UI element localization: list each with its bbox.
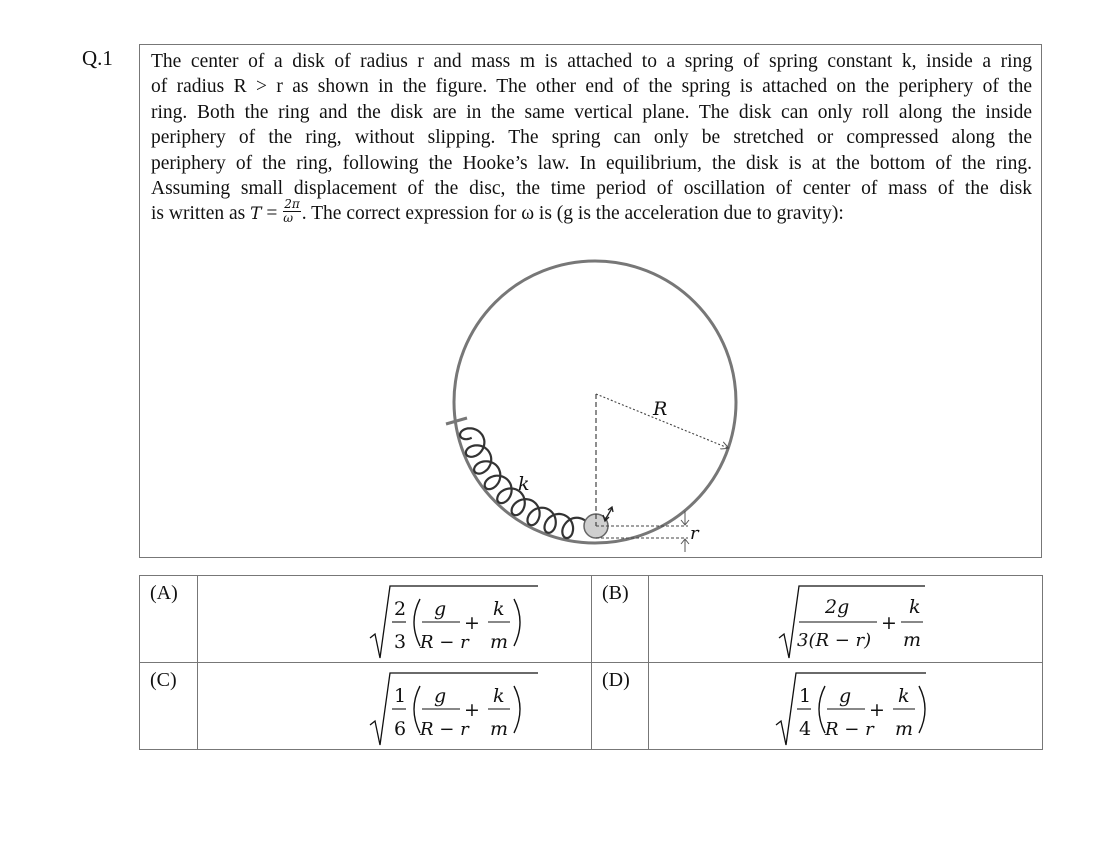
svg-text:3(R − r): 3(R − r)	[797, 630, 872, 651]
svg-text:g: g	[434, 598, 447, 620]
option-a[interactable]	[198, 576, 592, 663]
svg-text:m: m	[903, 629, 922, 651]
svg-text:g: g	[434, 685, 447, 707]
svg-text:+: +	[881, 612, 897, 634]
period-fraction-numerator: 2π	[284, 197, 300, 212]
question-line-6: Assuming small displacement of the disc, the time period of oscillation of center of mass of the disk	[151, 178, 1032, 200]
svg-text:2g: 2g	[825, 596, 850, 618]
svg-text:m: m	[895, 718, 914, 740]
svg-text:k: k	[493, 598, 505, 620]
svg-text:R − r: R − r	[420, 632, 469, 653]
option-c-label[interactable]: (C)	[140, 663, 198, 750]
svg-text:k: k	[909, 596, 921, 618]
question-line-1: The center of a disk of radius r and mass m is attached to a spring of spring constant k, inside a ring	[151, 51, 1032, 72]
option-b[interactable]	[649, 576, 1043, 663]
svg-text:R − r: R − r	[420, 719, 469, 740]
svg-text:+: +	[464, 612, 480, 634]
svg-text:m: m	[490, 718, 509, 740]
option-b-expression	[649, 576, 1053, 662]
equals-sign: =	[261, 203, 283, 225]
svg-text:k: k	[898, 685, 910, 707]
ring	[454, 261, 736, 543]
option-b-label[interactable]: (B)	[592, 576, 649, 663]
line7-prefix: is written as	[151, 203, 251, 225]
question-box	[139, 44, 1042, 558]
option-a-expression	[198, 576, 581, 662]
period-symbol: T	[250, 204, 262, 225]
svg-text:m: m	[490, 631, 509, 653]
svg-text:+: +	[464, 699, 480, 721]
svg-text:R − r: R − r	[825, 719, 874, 740]
option-d[interactable]	[649, 663, 1043, 750]
option-d-expression	[649, 663, 1053, 749]
label-R: R	[653, 398, 668, 420]
option-c-expression	[198, 663, 581, 749]
svg-text:2: 2	[394, 598, 407, 620]
question-line-2: of radius R > r as shown in the figure. The other end of the spring is attached on the periphery of the	[151, 76, 1032, 98]
line7-suffix: . The correct expression for ω is (g is the acceleration due to gravity):	[301, 203, 844, 225]
label-r: r	[690, 523, 699, 544]
option-d-label[interactable]: (D)	[592, 663, 649, 750]
svg-text:4: 4	[799, 718, 812, 740]
period-fraction-denominator: ω	[283, 211, 293, 226]
svg-text:1: 1	[799, 685, 812, 707]
svg-text:1: 1	[394, 685, 407, 707]
svg-text:k: k	[493, 685, 505, 707]
svg-text:6: 6	[394, 718, 407, 740]
option-c[interactable]	[198, 663, 592, 750]
question-line-3: ring. Both the ring and the disk are in the same vertical plane. The disk can only roll along the inside	[151, 101, 1032, 123]
option-a-label[interactable]: (A)	[140, 576, 198, 663]
question-number: Q.1	[82, 46, 113, 70]
label-k: k	[518, 473, 530, 495]
svg-text:3: 3	[394, 631, 407, 653]
question-line-5: periphery of the ring, following the Hooke’s law. In equilibrium, the disk is at the bottom of the ring.	[151, 152, 1032, 174]
ring-disk-spring-figure	[140, 45, 1043, 559]
options-table	[139, 575, 1043, 750]
question-line-4: periphery of the ring, without slipping. The spring can only be stretched or compressed along the	[151, 127, 1032, 149]
svg-text:+: +	[869, 699, 885, 721]
svg-text:g: g	[839, 685, 852, 707]
